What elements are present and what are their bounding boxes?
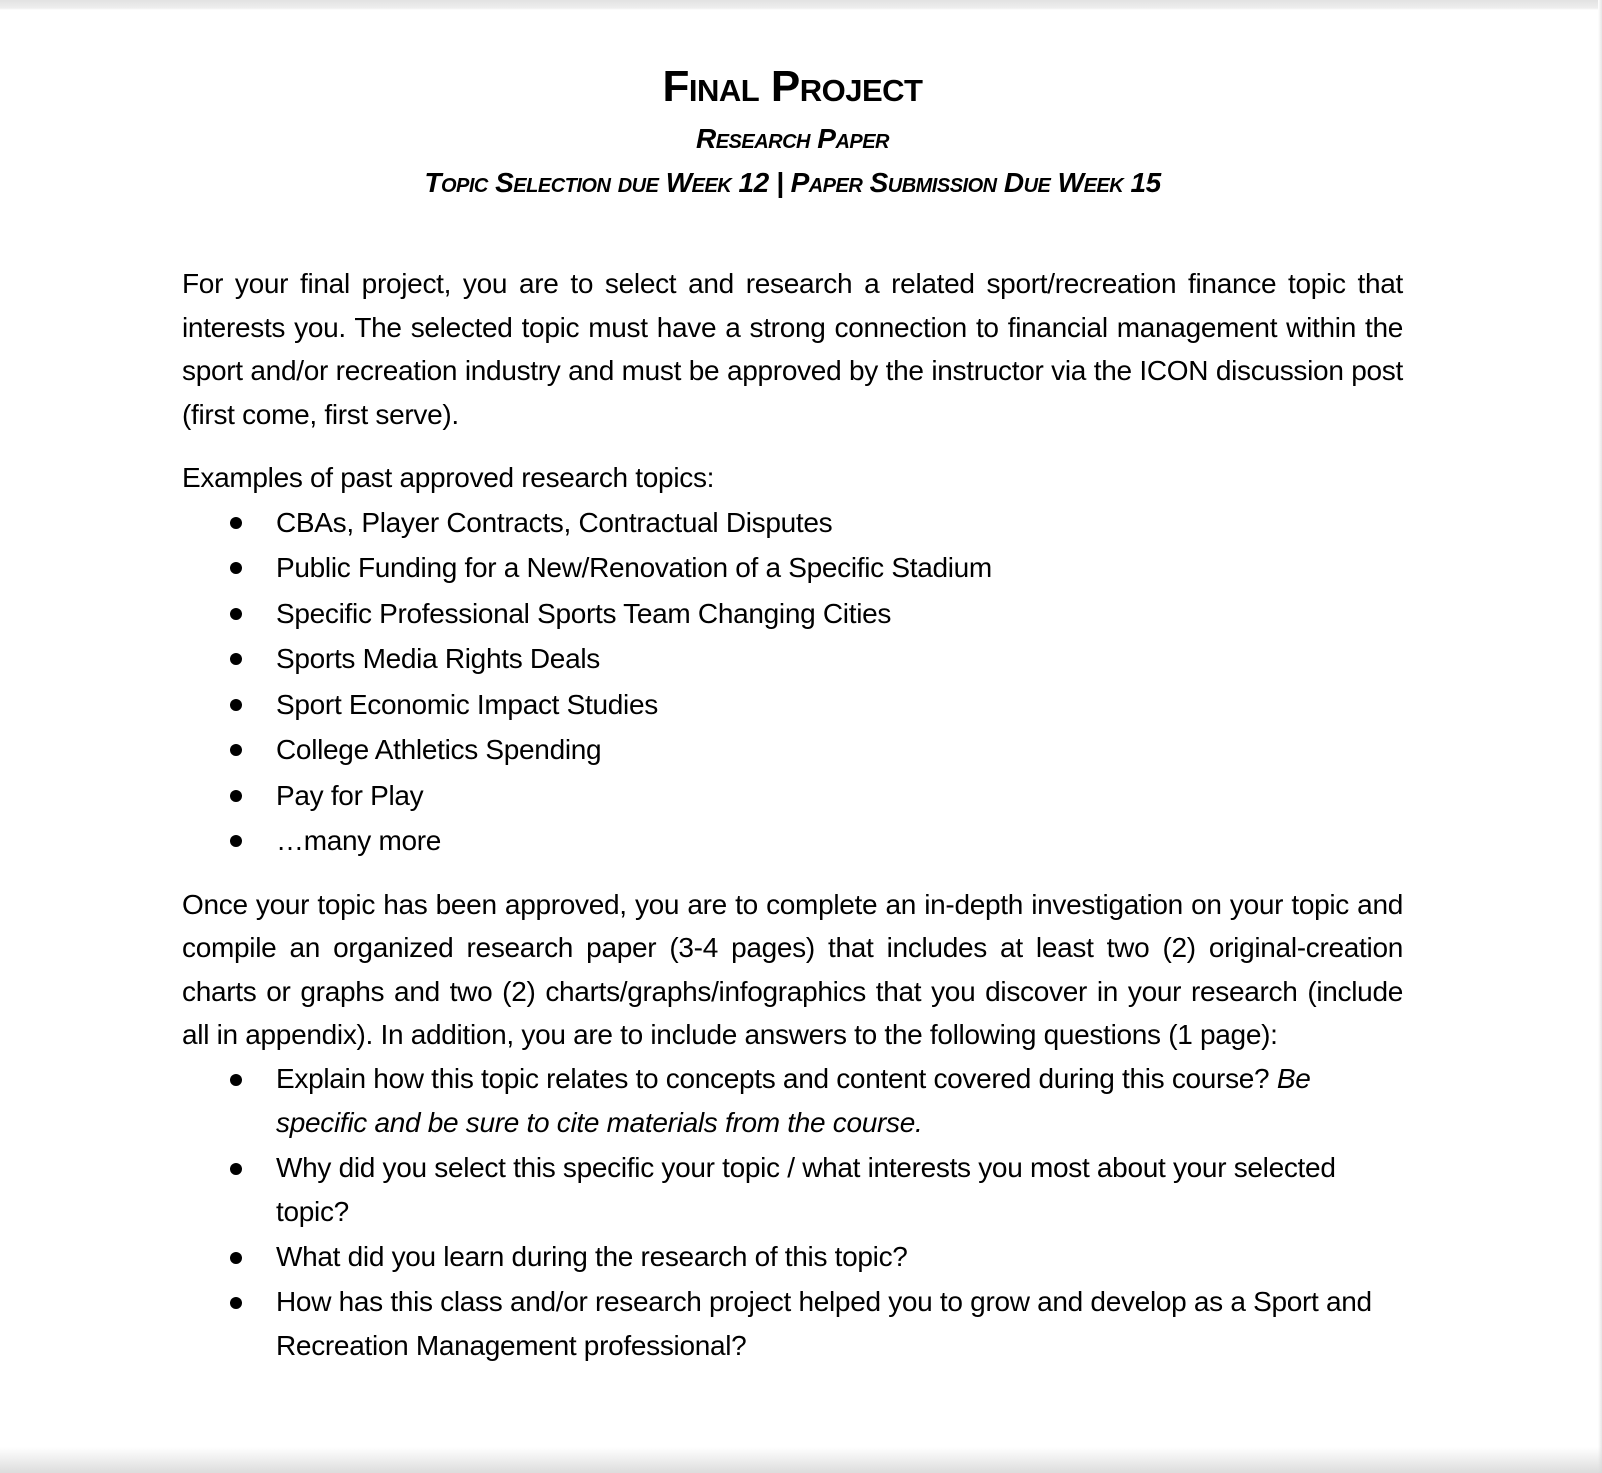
bullet-icon (230, 1252, 242, 1264)
bullet-icon (230, 835, 242, 847)
question-text: What did you learn during the research of this topic? (276, 1240, 908, 1272)
document-subtitle: Research Paper (695, 123, 890, 154)
questions-list (182, 1057, 1403, 1368)
list-item (182, 1146, 1403, 1234)
bullet-icon (230, 1163, 242, 1175)
topic-text: Specific Professional Sports Team Changing Cities (276, 597, 892, 629)
list-item (182, 818, 1403, 864)
question-emphasis: Be specific and be sure to cite materials from the course. (276, 1062, 1311, 1138)
bullet-icon (230, 699, 242, 711)
bullet-icon (230, 1074, 242, 1086)
bullet-icon (230, 790, 242, 802)
list-item (182, 545, 1403, 591)
question-text: Explain how this topic relates to concepts and content covered during this course? (276, 1062, 1277, 1094)
window-bottom-shade (0, 1447, 1602, 1473)
topic-text: Sport Economic Impact Studies (276, 688, 658, 720)
due-dates-line: Topic Selection due Week 12 | Paper Submission Due Week 15 (424, 167, 1161, 198)
list-item (182, 500, 1403, 546)
examples-lead: Examples of past approved research topics: (182, 462, 715, 493)
bullet-icon (230, 562, 242, 574)
list-item (182, 1235, 1403, 1279)
list-item (182, 1280, 1403, 1368)
topic-text: Pay for Play (276, 779, 424, 811)
list-item (182, 727, 1403, 773)
document-title: Final Project (662, 62, 923, 111)
topic-text: College Athletics Spending (276, 734, 602, 765)
document-page (182, 0, 1403, 1369)
list-item (182, 682, 1403, 728)
topic-text: Sports Media Rights Deals (276, 643, 600, 674)
example-topics-list (182, 500, 1403, 864)
requirements-paragraph: Once your topic has been approved, you are to complete an in-depth investigation on your topic and compile an organized research paper (3-4 pages) that includes at least two (2) original-creation charts or graphs and two (2) charts/graphs/infographics that you discover in your research (include all in appendix). In addition, you are to include answers to the following questions (1 page): (182, 888, 1403, 1050)
bullet-icon (230, 608, 242, 620)
question-text: How has this class and/or research project helped you to grow and develop as a Sport and Recreation Management professional? (276, 1285, 1372, 1361)
topic-text: CBAs, Player Contracts, Contractual Disputes (276, 506, 833, 538)
bullet-icon (230, 1297, 242, 1309)
list-item (182, 636, 1403, 682)
topic-text: Public Funding for a New/Renovation of a Specific Stadium (276, 552, 992, 583)
question-text: Why did you select this specific your topic / what interests you most about your selected topic? (276, 1151, 1336, 1227)
document-heading (182, 0, 1403, 200)
list-item (182, 1057, 1403, 1145)
bullet-icon (230, 744, 242, 756)
bullet-icon (230, 517, 242, 529)
list-item (182, 773, 1403, 819)
intro-paragraph: For your final project, you are to select and research a related sport/recreation finance topic that interests you. The selected topic must have a strong connection to financial management within the sport and/or recreation industry and must be approved by the instructor via the ICON discussion post (first come, first serve). (182, 268, 1403, 430)
topic-text: …many more (276, 825, 442, 856)
page-right-edge (1598, 0, 1602, 1473)
bullet-icon (230, 653, 242, 665)
list-item (182, 591, 1403, 637)
